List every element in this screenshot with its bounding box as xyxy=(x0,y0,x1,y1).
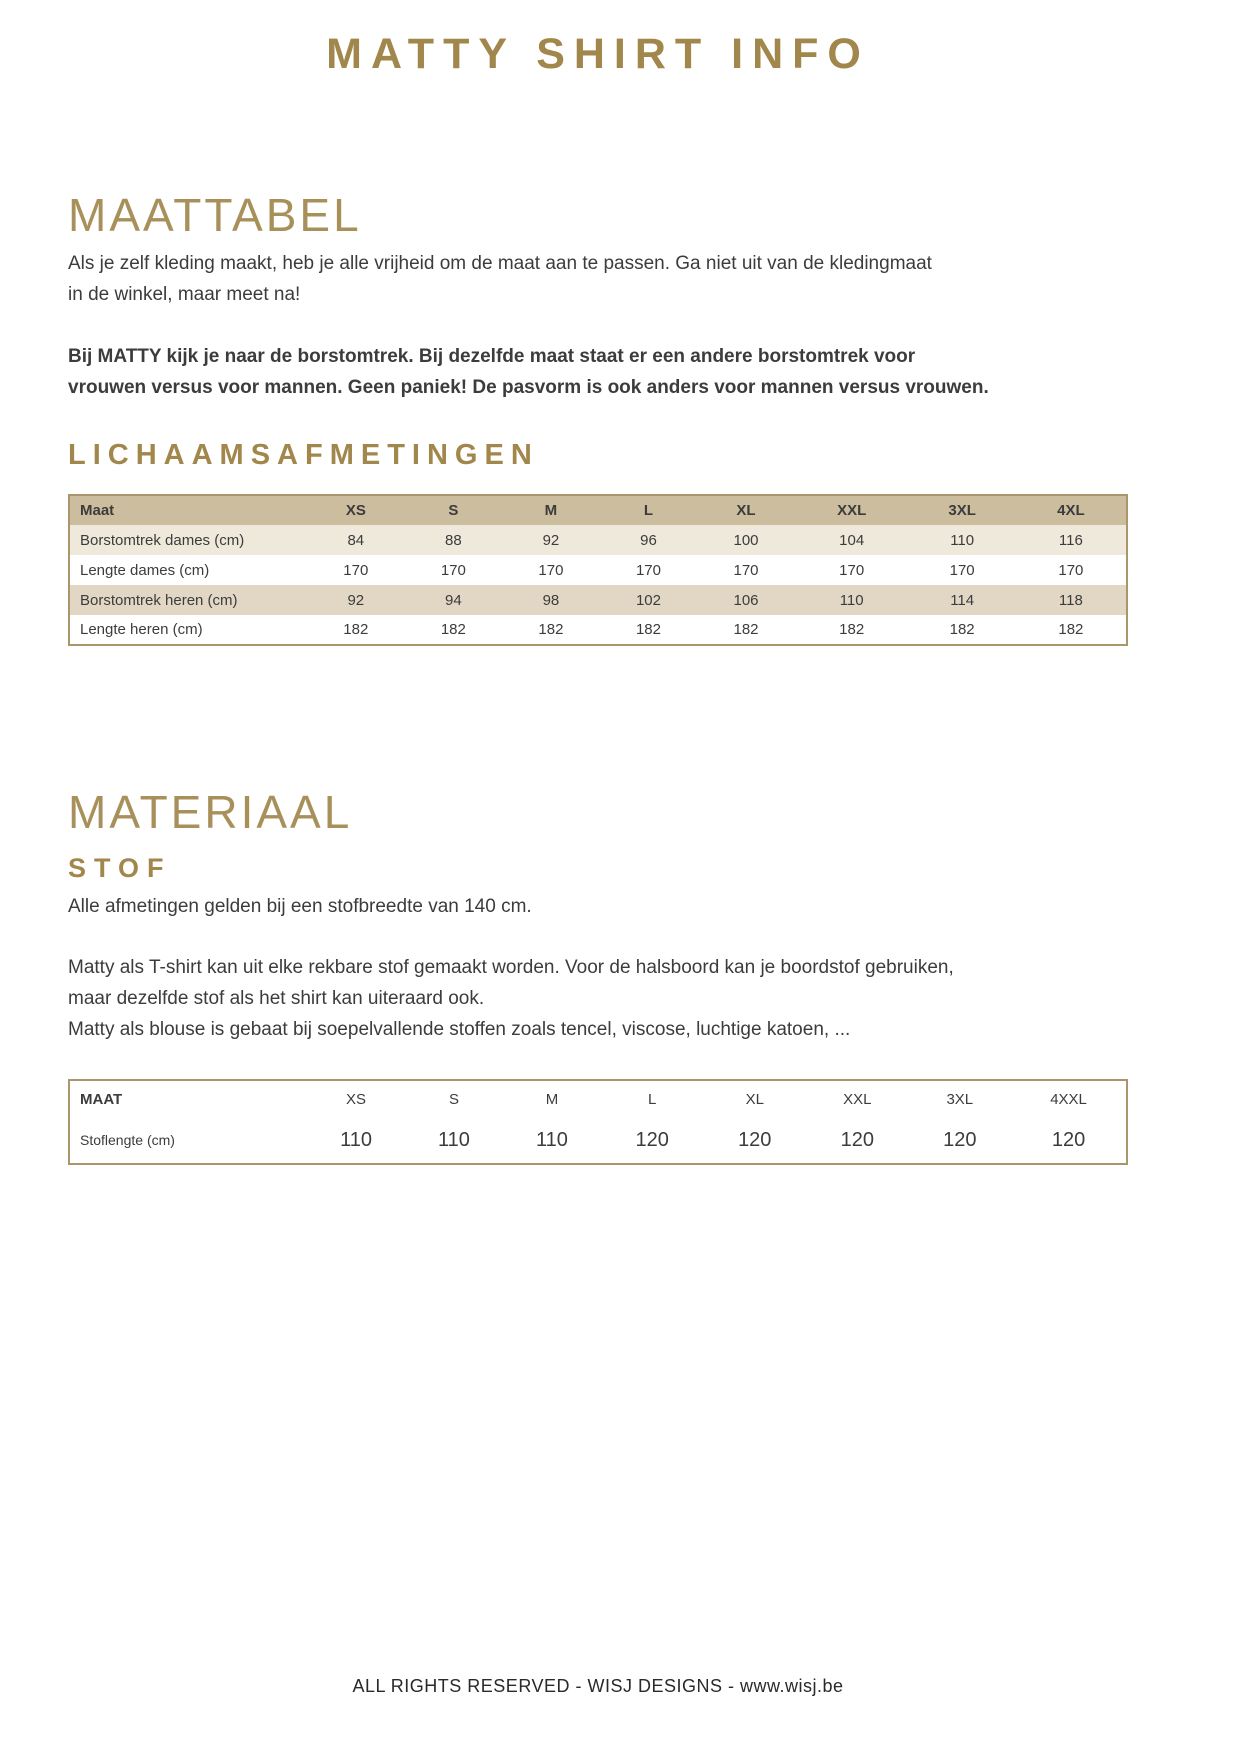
value-cell: 110 xyxy=(909,525,1016,555)
table-header-label: Maat xyxy=(69,495,307,525)
value-cell: 102 xyxy=(600,585,698,615)
value-cell: 110 xyxy=(795,585,909,615)
value-cell: 170 xyxy=(307,555,405,585)
value-cell: 98 xyxy=(502,585,600,615)
page-title: MATTY SHIRT INFO xyxy=(326,30,870,78)
value-cell: 94 xyxy=(405,585,503,615)
table-row xyxy=(69,585,1127,615)
body-measurements-table-wrap xyxy=(68,494,1128,646)
table-row xyxy=(69,555,1127,585)
value-cell: 84 xyxy=(307,525,405,555)
table-header-size: XS xyxy=(307,495,405,525)
value-cell: 120 xyxy=(1051,1128,1086,1151)
value-cell: 110 xyxy=(438,1128,470,1151)
section-heading-maattabel: MAATTABEL xyxy=(68,189,362,241)
value-cell: 182 xyxy=(909,615,1016,645)
value-cell: 96 xyxy=(600,525,698,555)
value-cell: 182 xyxy=(600,615,698,645)
subsection-heading-stof: STOF xyxy=(68,852,172,883)
value-cell: 120 xyxy=(840,1128,874,1151)
value-cell: 120 xyxy=(738,1128,772,1151)
value-cell: 170 xyxy=(502,555,600,585)
value-cell: 104 xyxy=(795,525,909,555)
table-header-label: MAAT xyxy=(80,1090,123,1108)
section-heading-lichaamsafmetingen: LICHAAMSAFMETINGEN xyxy=(68,439,539,472)
table-header-size: M xyxy=(502,495,600,525)
table-header-size: 4XXL xyxy=(1050,1090,1087,1108)
table-header-size: 4XL xyxy=(1016,495,1127,525)
row-label: Lengte heren (cm) xyxy=(69,615,307,645)
value-cell: 170 xyxy=(600,555,698,585)
value-cell: 92 xyxy=(307,585,405,615)
maattabel-intro-paragraph: Als je zelf kleding maakt, heb je alle vrijheid om de maat aan te passen. Ga niet uit van de kledingmaat in de winkel, maar meet na! xyxy=(68,253,932,306)
value-cell: 182 xyxy=(697,615,795,645)
value-cell: 170 xyxy=(795,555,909,585)
maattabel-bold-note: Bij MATTY kijk je naar de borstomtrek. Bij dezelfde maat staat er een andere borstomtrek voor vrouwen versus voor mannen. Geen paniek! De pasvorm is ook anders voor mannen versus vrouwen. xyxy=(68,345,989,398)
table-header-size: S xyxy=(405,495,503,525)
fabric-length-table xyxy=(68,1079,1128,1165)
value-cell: 110 xyxy=(536,1128,568,1151)
value-cell: 100 xyxy=(697,525,795,555)
table-header-size: XL xyxy=(745,1090,764,1108)
value-cell: 170 xyxy=(697,555,795,585)
row-label: Stoflengte (cm) xyxy=(80,1132,175,1149)
table-header-size: L xyxy=(648,1090,657,1108)
value-cell: 118 xyxy=(1016,585,1127,615)
value-cell: 106 xyxy=(697,585,795,615)
value-cell: 182 xyxy=(307,615,405,645)
table-header-size: M xyxy=(545,1090,559,1108)
table-header-size: XS xyxy=(346,1090,367,1108)
value-cell: 182 xyxy=(502,615,600,645)
value-cell: 182 xyxy=(1016,615,1127,645)
value-cell: 120 xyxy=(635,1128,669,1151)
value-cell: 114 xyxy=(909,585,1016,615)
stof-width-line: Alle afmetingen gelden bij een stofbreedte van 140 cm. xyxy=(68,895,532,917)
value-cell: 182 xyxy=(405,615,503,645)
stof-fabric-paragraph: Matty als T-shirt kan uit elke rekbare stof gemaakt worden. Voor de halsboord kan je boordstof gebruiken, maar dezelfde stof als het shirt kan uiteraard ook. Matty als blouse is gebaat bij soepelvallende stoffen zoals tencel, viscose, luchtige katoen, ... xyxy=(68,957,954,1040)
value-cell: 116 xyxy=(1016,525,1127,555)
value-cell: 170 xyxy=(909,555,1016,585)
table-header-size: S xyxy=(448,1090,459,1108)
table-header-size: L xyxy=(600,495,698,525)
table-row xyxy=(69,615,1127,645)
row-label: Lengte dames (cm) xyxy=(69,555,307,585)
value-cell: 182 xyxy=(795,615,909,645)
value-cell: 88 xyxy=(405,525,503,555)
table-row xyxy=(69,1118,1127,1164)
table-header-size: 3XL xyxy=(909,495,1016,525)
value-cell: 120 xyxy=(943,1128,977,1151)
fabric-length-table-wrap xyxy=(68,1079,1128,1165)
value-cell: 170 xyxy=(405,555,503,585)
copyright-footer: ALL RIGHTS RESERVED - WISJ DESIGNS - www.wisj.be xyxy=(352,1676,844,1696)
table-header-size: XXL xyxy=(843,1090,872,1108)
table-header-size: 3XL xyxy=(946,1090,974,1108)
section-heading-materiaal: MATERIAAL xyxy=(68,786,353,839)
body-measurements-table xyxy=(68,494,1128,646)
table-header-size: XXL xyxy=(795,495,909,525)
row-label: Borstomtrek heren (cm) xyxy=(69,585,307,615)
value-cell: 110 xyxy=(340,1128,372,1151)
table-header-row xyxy=(69,1080,1127,1118)
value-cell: 170 xyxy=(1016,555,1127,585)
table-row xyxy=(69,525,1127,555)
table-header-row xyxy=(69,495,1127,525)
row-label: Borstomtrek dames (cm) xyxy=(69,525,307,555)
table-header-size: XL xyxy=(697,495,795,525)
value-cell: 92 xyxy=(502,525,600,555)
